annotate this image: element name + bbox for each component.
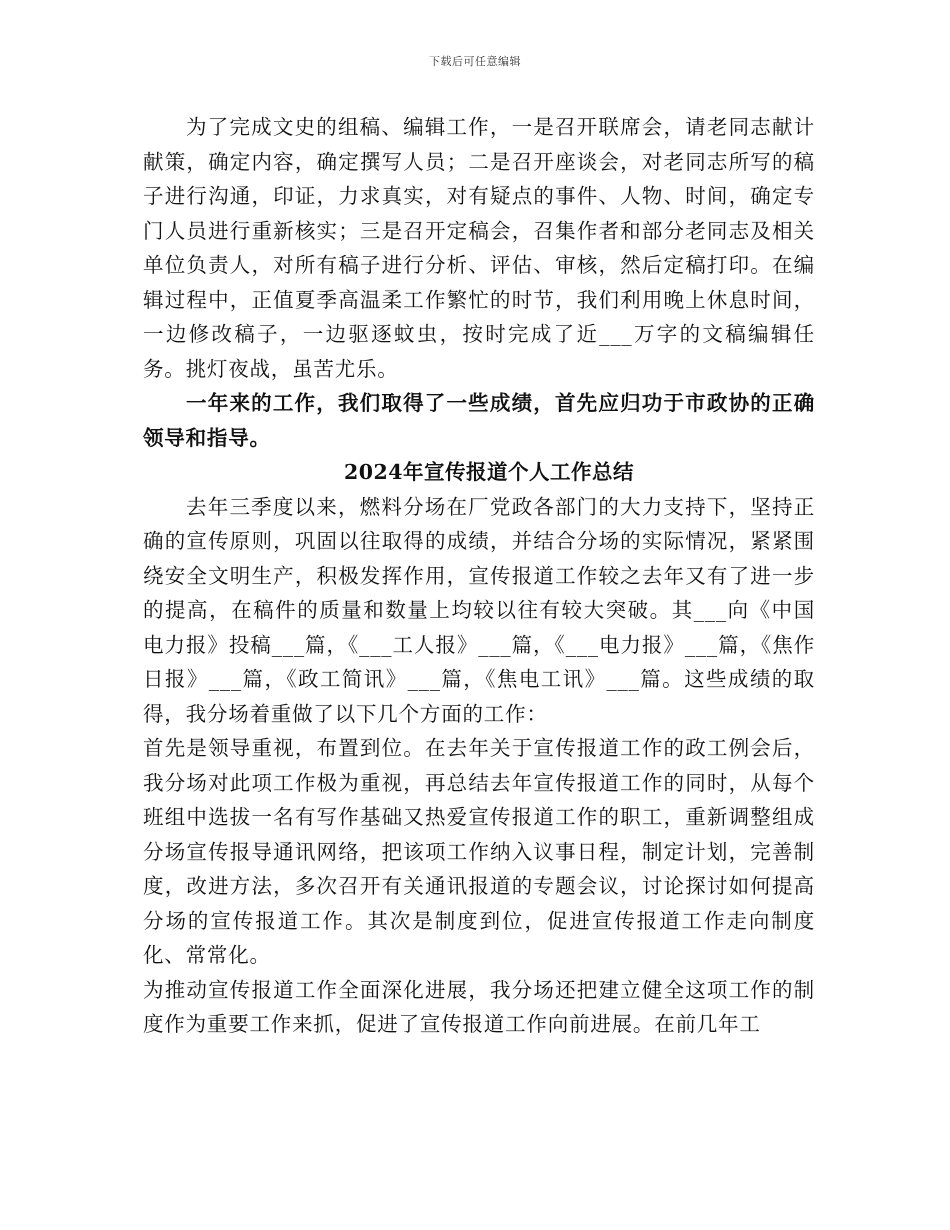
document-body	[143, 110, 815, 1042]
paragraph-summary-intro: 去年三季度以来，燃料分场在厂党政各部门的大力支持下，坚持正确的宣传原则，巩固以往取得的成绩，并结合分场的实际情况，紧紧围绕安全文明生产，积极发挥作用，宣传报道工作较之去年又有了进一步的提高，在稿件的质量和数量上均较以往有较大突破。其___向《中国电力报》投稿___篇，《___工人报》___篇，《___电力报》___篇，《焦作日报》___篇，《政工简讯》___篇，《焦电工讯》___篇。这些成绩的取得，我分场着重做了以下几个方面的工作：	[143, 494, 815, 726]
section-title: 2024年宣传报道个人工作总结	[343, 460, 635, 484]
paragraph-acknowledgement: 一年来的工作，我们取得了一些成绩，首先应归功于市政协的正确领导和指导。	[143, 391, 815, 450]
paragraph-leadership: 首先是领导重视，布置到位。在去年关于宣传报道工作的政工例会后，我分场对此项工作极为重视，再总结去年宣传报道工作的同时，从每个班组中选拔一名有写作基础又热爱宣传报道工作的职工，重新调整组成分场宣传报导通讯网络，把该项工作纳入议事日程，制定计划，完善制度，改进方法，多次召开有关通讯报道的专题会议，讨论探讨如何提高分场的宣传报道工作。其次是制度到位，促进宣传报道工作走向制度化、常常化。	[143, 736, 815, 967]
paragraph-system-building: 为推动宣传报道工作全面深化进展，我分场还把建立健全这项工作的制度作为重要工作来抓，促进了宣传报道工作向前进展。在前几年工	[143, 977, 815, 1036]
paragraph-editing-work: 为了完成文史的组稿、编辑工作，一是召开联席会，请老同志献计献策，确定内容，确定撰写人员；二是召开座谈会，对老同志所写的稿子进行沟通，印证，力求真实，对有疑点的事件、人物、时间，确定专门人员进行重新核实；三是召开定稿会，召集作者和部分老同志及相关单位负责人，对所有稿子进行分析、评估、审核，然后定稿打印。在编辑过程中，正值夏季高温柔工作繁忙的时节，我们利用晚上休息时间，一边修改稿子，一边驱逐蚊虫，按时完成了近___万字的文稿编辑任务。挑灯夜战，虽苦尤乐。	[143, 115, 815, 381]
header-note: 下载后可任意编辑	[429, 55, 521, 68]
